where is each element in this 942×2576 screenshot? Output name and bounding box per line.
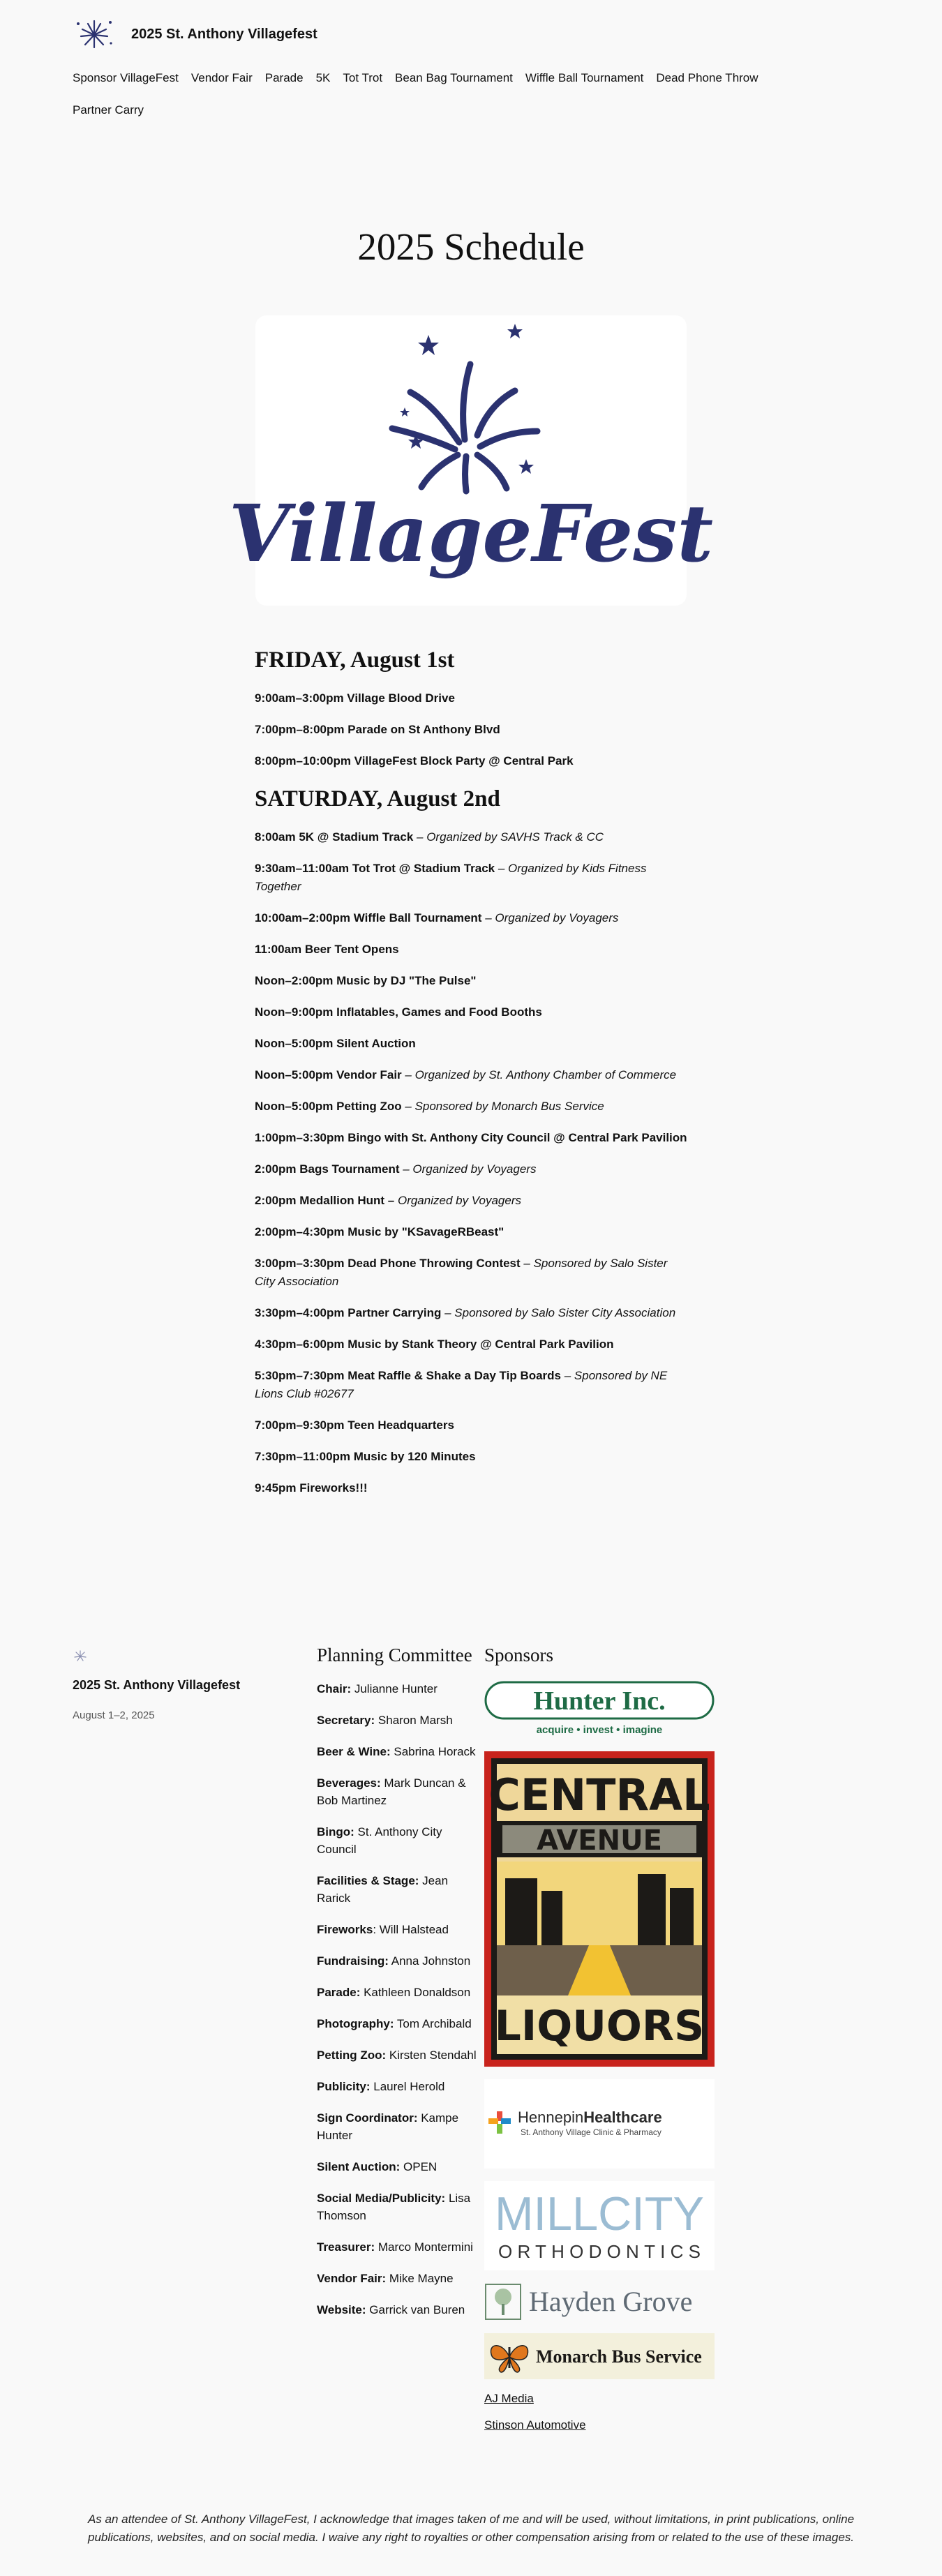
committee-member <box>317 1921 477 1938</box>
saturday-event-list <box>255 828 687 1497</box>
site-title[interactable]: 2025 St. Anthony Villagefest <box>131 26 317 42</box>
nav-bean-bag-tournament[interactable]: Bean Bag Tournament <box>395 71 513 84</box>
schedule-event <box>255 1448 687 1466</box>
event-time-title: Noon–5:00pm Vendor Fair <box>255 1068 402 1081</box>
committee-member <box>317 2158 477 2176</box>
footer-dates: August 1–2, 2025 <box>73 1709 155 1721</box>
footer-site-name[interactable]: 2025 St. Anthony Villagefest <box>73 1678 241 1692</box>
committee-role: Social Media/Publicity: <box>317 2192 446 2205</box>
committee-member-name: Sabrina Horack <box>390 1745 476 1758</box>
millcity-logo-text-2: ORTHODONTICS <box>498 2241 701 2262</box>
event-time-title: 9:30am–11:00am Tot Trot @ Stadium Track <box>255 862 495 875</box>
committee-role: Treasurer: <box>317 2240 375 2254</box>
committee-member-name: Mark Duncan & Bob Martinez <box>317 1776 466 1807</box>
schedule-event <box>255 1098 687 1116</box>
committee-member <box>317 2078 477 2095</box>
event-time-title: Noon–5:00pm Petting Zoo <box>255 1100 402 1113</box>
event-organizer: – Sponsored by Salo Sister City Association <box>441 1306 676 1319</box>
sponsor-monarch-bus-service-logo[interactable] <box>484 2333 715 2379</box>
schedule-event <box>255 1066 687 1084</box>
committee-role: Facilities & Stage: <box>317 1874 419 1887</box>
committee-role: Petting Zoo: <box>317 2049 387 2062</box>
main-nav <box>73 70 840 119</box>
event-time-title: 7:00pm–8:00pm Parade on St Anthony Blvd <box>255 723 500 736</box>
committee-role: Bingo: <box>317 1825 354 1839</box>
committee-role: Silent Auction: <box>317 2160 401 2173</box>
nav-vendor-fair[interactable]: Vendor Fair <box>190 71 253 84</box>
event-time-title: 9:00am–3:00pm Village Blood Drive <box>255 691 455 705</box>
sponsors-heading: Sponsors <box>484 1645 554 1665</box>
event-organizer: – Organized by Voyagers <box>481 911 619 924</box>
committee-member <box>317 1823 477 1858</box>
schedule-event <box>255 752 687 770</box>
hennepin-logo-text-2: Healthcare <box>583 2109 662 2126</box>
schedule-event <box>255 1192 687 1210</box>
committee-member <box>317 1680 477 1698</box>
event-time-title: Noon–5:00pm Silent Auction <box>255 1037 416 1050</box>
committee-member-name: Kathleen Donaldson <box>360 1986 471 1999</box>
nav-dead-phone-throw[interactable]: Dead Phone Throw <box>656 71 758 84</box>
schedule-event <box>255 1335 687 1354</box>
committee-role: Website: <box>317 2303 366 2316</box>
committee-role: Vendor Fair: <box>317 2272 387 2285</box>
committee-member <box>317 2109 477 2144</box>
central-logo-text-3: LIQUORS <box>494 2002 705 2051</box>
committee-member <box>317 2238 477 2256</box>
event-time-title: 2:00pm Medallion Hunt – <box>255 1194 395 1207</box>
committee-member-name: Tom Archibald <box>394 2017 472 2030</box>
sponsor-link-aj-media[interactable]: AJ Media <box>484 2392 534 2405</box>
event-time-title: Noon–2:00pm Music by DJ "The Pulse" <box>255 974 477 987</box>
schedule-event <box>255 1035 687 1053</box>
schedule-event <box>255 941 687 959</box>
page-title: 2025 Schedule <box>357 225 585 268</box>
committee-member-name: Mike Mayne <box>386 2272 454 2285</box>
event-organizer: – Organized by SAVHS Track & CC <box>413 830 604 844</box>
event-time-title: 9:45pm Fireworks!!! <box>255 1481 368 1495</box>
event-organizer: – Sponsored by Monarch Bus Service <box>401 1100 604 1113</box>
committee-member <box>317 1712 477 1729</box>
committee-member <box>317 2015 477 2032</box>
hunter-logo-tagline: acquire • invest • imagine <box>536 1724 663 1736</box>
committee-member <box>317 1952 477 1970</box>
committee-member <box>317 1984 477 2001</box>
event-time-title: 2:00pm Bags Tournament <box>255 1162 400 1176</box>
schedule-event <box>255 1367 687 1403</box>
committee-member <box>317 2046 477 2064</box>
hayden-logo-text: Hayden Grove <box>529 2286 693 2317</box>
event-time-title: 7:30pm–11:00pm Music by 120 Minutes <box>255 1450 476 1463</box>
schedule-event <box>255 1255 687 1291</box>
event-time-title: 10:00am–2:00pm Wiffle Ball Tournament <box>255 911 482 924</box>
committee-member-name: Sharon Marsh <box>375 1714 453 1727</box>
hennepin-logo-subtitle: St. Anthony Village Clinic & Pharmacy <box>521 2127 661 2137</box>
site-header <box>73 18 882 119</box>
hunter-logo-text: Hunter Inc. <box>533 1686 666 1716</box>
central-logo-text-1: CENTRAL <box>488 1769 710 1820</box>
committee-member-name: Lisa Thomson <box>317 2192 471 2222</box>
committee-member-name: Laurel Herold <box>370 2080 445 2093</box>
saturday-heading: SATURDAY, August 2nd <box>255 786 500 811</box>
schedule-event <box>255 860 687 896</box>
monarch-logo-text: Monarch Bus Service <box>536 2346 702 2367</box>
event-time-title: 11:00am Beer Tent Opens <box>255 943 399 956</box>
schedule-event <box>255 1479 687 1497</box>
event-organizer: Organized by Voyagers <box>394 1194 521 1207</box>
committee-member-name: Marco Montermini <box>375 2240 473 2254</box>
sponsor-central-avenue-liquors-logo[interactable] <box>484 1751 715 2067</box>
schedule-event <box>255 1129 687 1147</box>
svg-text:HennepinHealthcare <box>518 2109 662 2126</box>
committee-member-name: Jean Rarick <box>317 1874 449 1905</box>
sponsor-hunter-inc-logo[interactable] <box>484 1680 715 1739</box>
event-organizer: – Organized by St. Anthony Chamber of Commerce <box>401 1068 677 1081</box>
committee-member-name: St. Anthony City Council <box>317 1825 442 1856</box>
photo-disclaimer: As an attendee of St. Anthony VillageFest, I acknowledge that images taken of me and will be used, without limitations, in print publications, online publications, websites, and on social media. I waive any right to royalties or other compensation arising from or related to the use of these images. <box>87 2513 855 2544</box>
committee-list <box>317 1680 477 2319</box>
committee-member-name: OPEN <box>400 2160 438 2173</box>
committee-member-name: : Will Halstead <box>373 1923 449 1936</box>
committee-member <box>317 1774 477 1809</box>
fireworks-logo-icon[interactable] <box>73 18 116 50</box>
nav-partner-carry[interactable]: Partner Carry <box>73 103 144 117</box>
committee-role: Fireworks <box>317 1923 373 1936</box>
committee-role: Secretary: <box>317 1714 375 1727</box>
event-time-title: 2:00pm–4:30pm Music by "KSavageRBeast" <box>255 1225 504 1238</box>
nav-sponsor-villagefest[interactable]: Sponsor VillageFest <box>73 71 179 84</box>
schedule-event <box>255 1223 687 1241</box>
nav-parade[interactable]: Parade <box>264 71 304 84</box>
central-logo-text-2: AVENUE <box>537 1825 662 1857</box>
schedule-event <box>255 1160 687 1178</box>
sponsors <box>484 1642 722 2445</box>
footer-site-info <box>73 1649 282 1721</box>
nav-5k[interactable]: 5K <box>315 71 331 84</box>
schedule <box>255 645 687 1511</box>
schedule-event <box>255 972 687 990</box>
committee-role: Sign Coordinator: <box>317 2111 418 2125</box>
committee-role: Publicity: <box>317 2080 371 2093</box>
event-time-title: 7:00pm–9:30pm Teen Headquarters <box>255 1418 454 1432</box>
event-time-title: 3:00pm–3:30pm Dead Phone Throwing Contest <box>255 1257 521 1270</box>
nav-wiffle-ball-tournament[interactable]: Wiffle Ball Tournament <box>525 71 644 84</box>
committee-role: Photography: <box>317 2017 394 2030</box>
fireworks-small-icon[interactable] <box>73 1649 88 1662</box>
committee-member <box>317 1872 477 1907</box>
schedule-event <box>255 909 687 927</box>
committee-heading: Planning Committee <box>317 1645 472 1665</box>
villagefest-hero-logo <box>228 315 714 606</box>
hennepin-logo-text-1: Hennepin <box>518 2109 584 2126</box>
friday-event-list <box>255 689 687 770</box>
schedule-event <box>255 1304 687 1322</box>
committee-member-name: Julianne Hunter <box>351 1682 438 1695</box>
committee-member <box>317 2301 477 2319</box>
event-time-title: 8:00pm–10:00pm VillageFest Block Party @ Central Park <box>255 754 574 767</box>
event-organizer: – Sponsored by NE Lions Club #02677 <box>255 1369 668 1400</box>
schedule-event <box>255 721 687 739</box>
schedule-event <box>255 1416 687 1435</box>
nav-tot-trot[interactable]: Tot Trot <box>343 71 383 84</box>
event-time-title: Noon–9:00pm Inflatables, Games and Food Booths <box>255 1005 542 1019</box>
committee-member <box>317 2189 477 2224</box>
committee-member-name: Garrick van Buren <box>366 2303 465 2316</box>
villagefest-logo-image <box>228 315 714 606</box>
planning-committee <box>317 1642 477 2332</box>
schedule-event <box>255 828 687 846</box>
millcity-logo-text-1: MILLCITY <box>495 2187 704 2240</box>
event-time-title: 8:00am 5K @ Stadium Track <box>255 830 414 844</box>
committee-member <box>317 2270 477 2287</box>
event-organizer: – Organized by Kids Fitness Together <box>255 862 647 893</box>
committee-member-name: Anna Johnston <box>388 1954 471 1968</box>
schedule-event <box>255 1003 687 1021</box>
sponsor-mill-city-orthodontics-logo[interactable] <box>484 2181 715 2270</box>
committee-role: Fundraising: <box>317 1954 389 1968</box>
event-organizer: – Organized by Voyagers <box>399 1162 537 1176</box>
sponsor-link-stinson-automotive[interactable]: Stinson Automotive <box>484 2418 586 2432</box>
committee-role: Parade: <box>317 1986 361 1999</box>
committee-role: Beer & Wine: <box>317 1745 391 1758</box>
committee-member-name: Kampe Hunter <box>317 2111 459 2142</box>
schedule-event <box>255 689 687 707</box>
event-organizer: – Sponsored by Salo Sister City Association <box>255 1257 668 1288</box>
committee-role: Beverages: <box>317 1776 381 1790</box>
committee-member-name: Kirsten Stendahl <box>386 2049 477 2062</box>
committee-member <box>317 1743 477 1760</box>
event-time-title: 5:30pm–7:30pm Meat Raffle & Shake a Day Tip Boards <box>255 1369 562 1382</box>
event-time-title: 1:00pm–3:30pm Bingo with St. Anthony City Council @ Central Park Pavilion <box>255 1131 687 1144</box>
event-time-title: 3:30pm–4:00pm Partner Carrying <box>255 1306 442 1319</box>
sponsor-hennepin-healthcare-logo[interactable] <box>484 2079 715 2169</box>
friday-heading: FRIDAY, August 1st <box>255 647 455 673</box>
committee-role: Chair: <box>317 1682 352 1695</box>
sponsor-hayden-grove-logo[interactable] <box>484 2283 715 2321</box>
villagefest-logo-text: VillageFest <box>228 488 714 580</box>
event-time-title: 4:30pm–6:00pm Music by Stank Theory @ Central Park Pavilion <box>255 1338 614 1351</box>
brand[interactable] <box>73 18 882 50</box>
